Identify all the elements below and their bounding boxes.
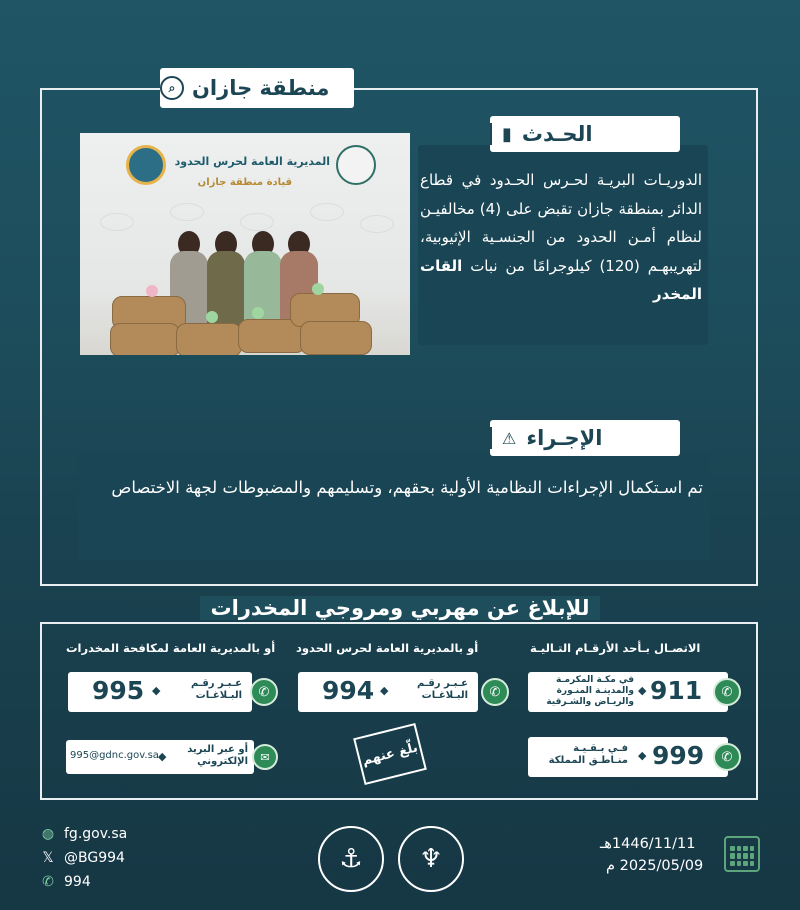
- col2-heading: أو بالمديرية العامة لحرس الحدود: [296, 641, 479, 655]
- walkie-talkie-icon: ▮: [502, 123, 512, 145]
- calendar-icon: [724, 836, 760, 872]
- col1-heading: الاتصـال بـأحد الأرقـام التـاليـة: [530, 641, 701, 655]
- date-hijri: 1446/11/11هـ: [600, 836, 696, 852]
- border-guard-emblem-icon: ⚓: [318, 826, 384, 892]
- event-description: [420, 166, 702, 309]
- number-994-label: عـبـر رقـم البـلاغـات: [416, 678, 468, 701]
- x-logo-icon: 𝕏: [42, 850, 54, 866]
- number-999-box[interactable]: 999 ◆ فـي بـقـيـة منـاطـق المملكة: [528, 737, 728, 777]
- procedure-box: [78, 452, 710, 560]
- number-999-label: فـي بـقـيـة منـاطـق المملكة: [548, 743, 628, 766]
- col3-heading: أو بالمديرية العامة لمكافحة المخدرات: [66, 641, 276, 655]
- map-search-icon: ⌕: [160, 76, 184, 100]
- number-995[interactable]: 995: [92, 676, 145, 705]
- phone-text[interactable]: 994: [64, 874, 91, 890]
- report-title: للإبلاغ عن مهربي ومروجي المخدرات: [200, 596, 600, 620]
- sack: [176, 323, 242, 355]
- report-them-stamp: بلّغ عنهم: [353, 723, 427, 785]
- region-tab: [160, 68, 354, 108]
- website-text[interactable]: fg.gov.sa: [64, 826, 128, 842]
- photo-header-subtitle: قيادة منطقة جازان: [197, 177, 292, 188]
- date-gregorian: 2025/05/09 م: [606, 858, 704, 874]
- region-title: منطقة جازان: [192, 76, 330, 100]
- phone-icon: ✆: [481, 678, 509, 706]
- email-box[interactable]: 995@gdnc.gov.sa ◆ أو عبر البريد الإلكتروني: [66, 740, 254, 774]
- siren-icon: ⚠: [502, 428, 517, 448]
- procedure-description: تم اسـتكمال الإجراءات النظامية الأولية بحقهم، وتسليمهم والمضبوطات لجهة الاختصاص: [111, 478, 703, 497]
- number-999[interactable]: 999: [652, 741, 705, 770]
- event-text-bold: القات المخدر: [420, 256, 702, 303]
- globe-icon: ◍: [41, 826, 55, 842]
- number-911-box[interactable]: 911 ◆ في مكـة المكرمـة والمدينـة المنـورة والريـاض والشـرقية: [528, 672, 728, 712]
- email-label: أو عبر البريد الإلكتروني: [187, 744, 248, 767]
- number-995-label: عـبـر رقـم البـلاغـات: [190, 678, 242, 701]
- event-text-main: الدوريـات البريـة لحـرس الحـدود في قطاع الدائر بمنطقة جازان تقبض على (4) مخالفيـن لنظام أمـن الحدود من الجنسـية الإثيوبية، لتهريبهـم (120) كيلوجرامًا من نبات: [420, 171, 702, 275]
- saudi-emblem-icon: ♆: [398, 826, 464, 892]
- phone-icon: ✆: [713, 678, 741, 706]
- email-address[interactable]: 995@gdnc.gov.sa: [70, 750, 159, 761]
- phone-icon: ✆: [713, 743, 741, 771]
- number-911[interactable]: 911: [650, 676, 703, 705]
- procedure-heading: الإجـراء: [526, 426, 603, 450]
- saudi-emblem-icon: [336, 145, 376, 185]
- number-994[interactable]: 994: [322, 676, 375, 705]
- phone-icon: ✆: [42, 874, 54, 890]
- number-994-box[interactable]: 994 ◆ عـبـر رقـم البـلاغـات: [298, 672, 478, 712]
- sack: [110, 323, 180, 355]
- photo-header-title: المديرية العامة لحرس الحدود: [174, 155, 330, 168]
- border-guard-logo-icon: [126, 145, 166, 185]
- envelope-icon: ✉: [252, 744, 278, 770]
- event-heading-tab: [490, 116, 680, 152]
- phone-icon: ✆: [250, 678, 278, 706]
- seizure-photo: [80, 133, 410, 355]
- twitter-link[interactable]: [40, 850, 125, 866]
- sack: [300, 321, 372, 355]
- event-heading: الحـدث: [521, 122, 593, 146]
- phone-link[interactable]: [40, 874, 91, 890]
- procedure-heading-tab: [490, 420, 680, 456]
- number-911-label: في مكـة المكرمـة والمدينـة المنـورة والريـاض والشـرقية: [546, 675, 634, 707]
- twitter-text[interactable]: @BG994: [64, 850, 125, 866]
- website-link[interactable]: [40, 826, 127, 842]
- number-995-box[interactable]: 995 ◆ عـبـر رقـم البـلاغـات: [68, 672, 252, 712]
